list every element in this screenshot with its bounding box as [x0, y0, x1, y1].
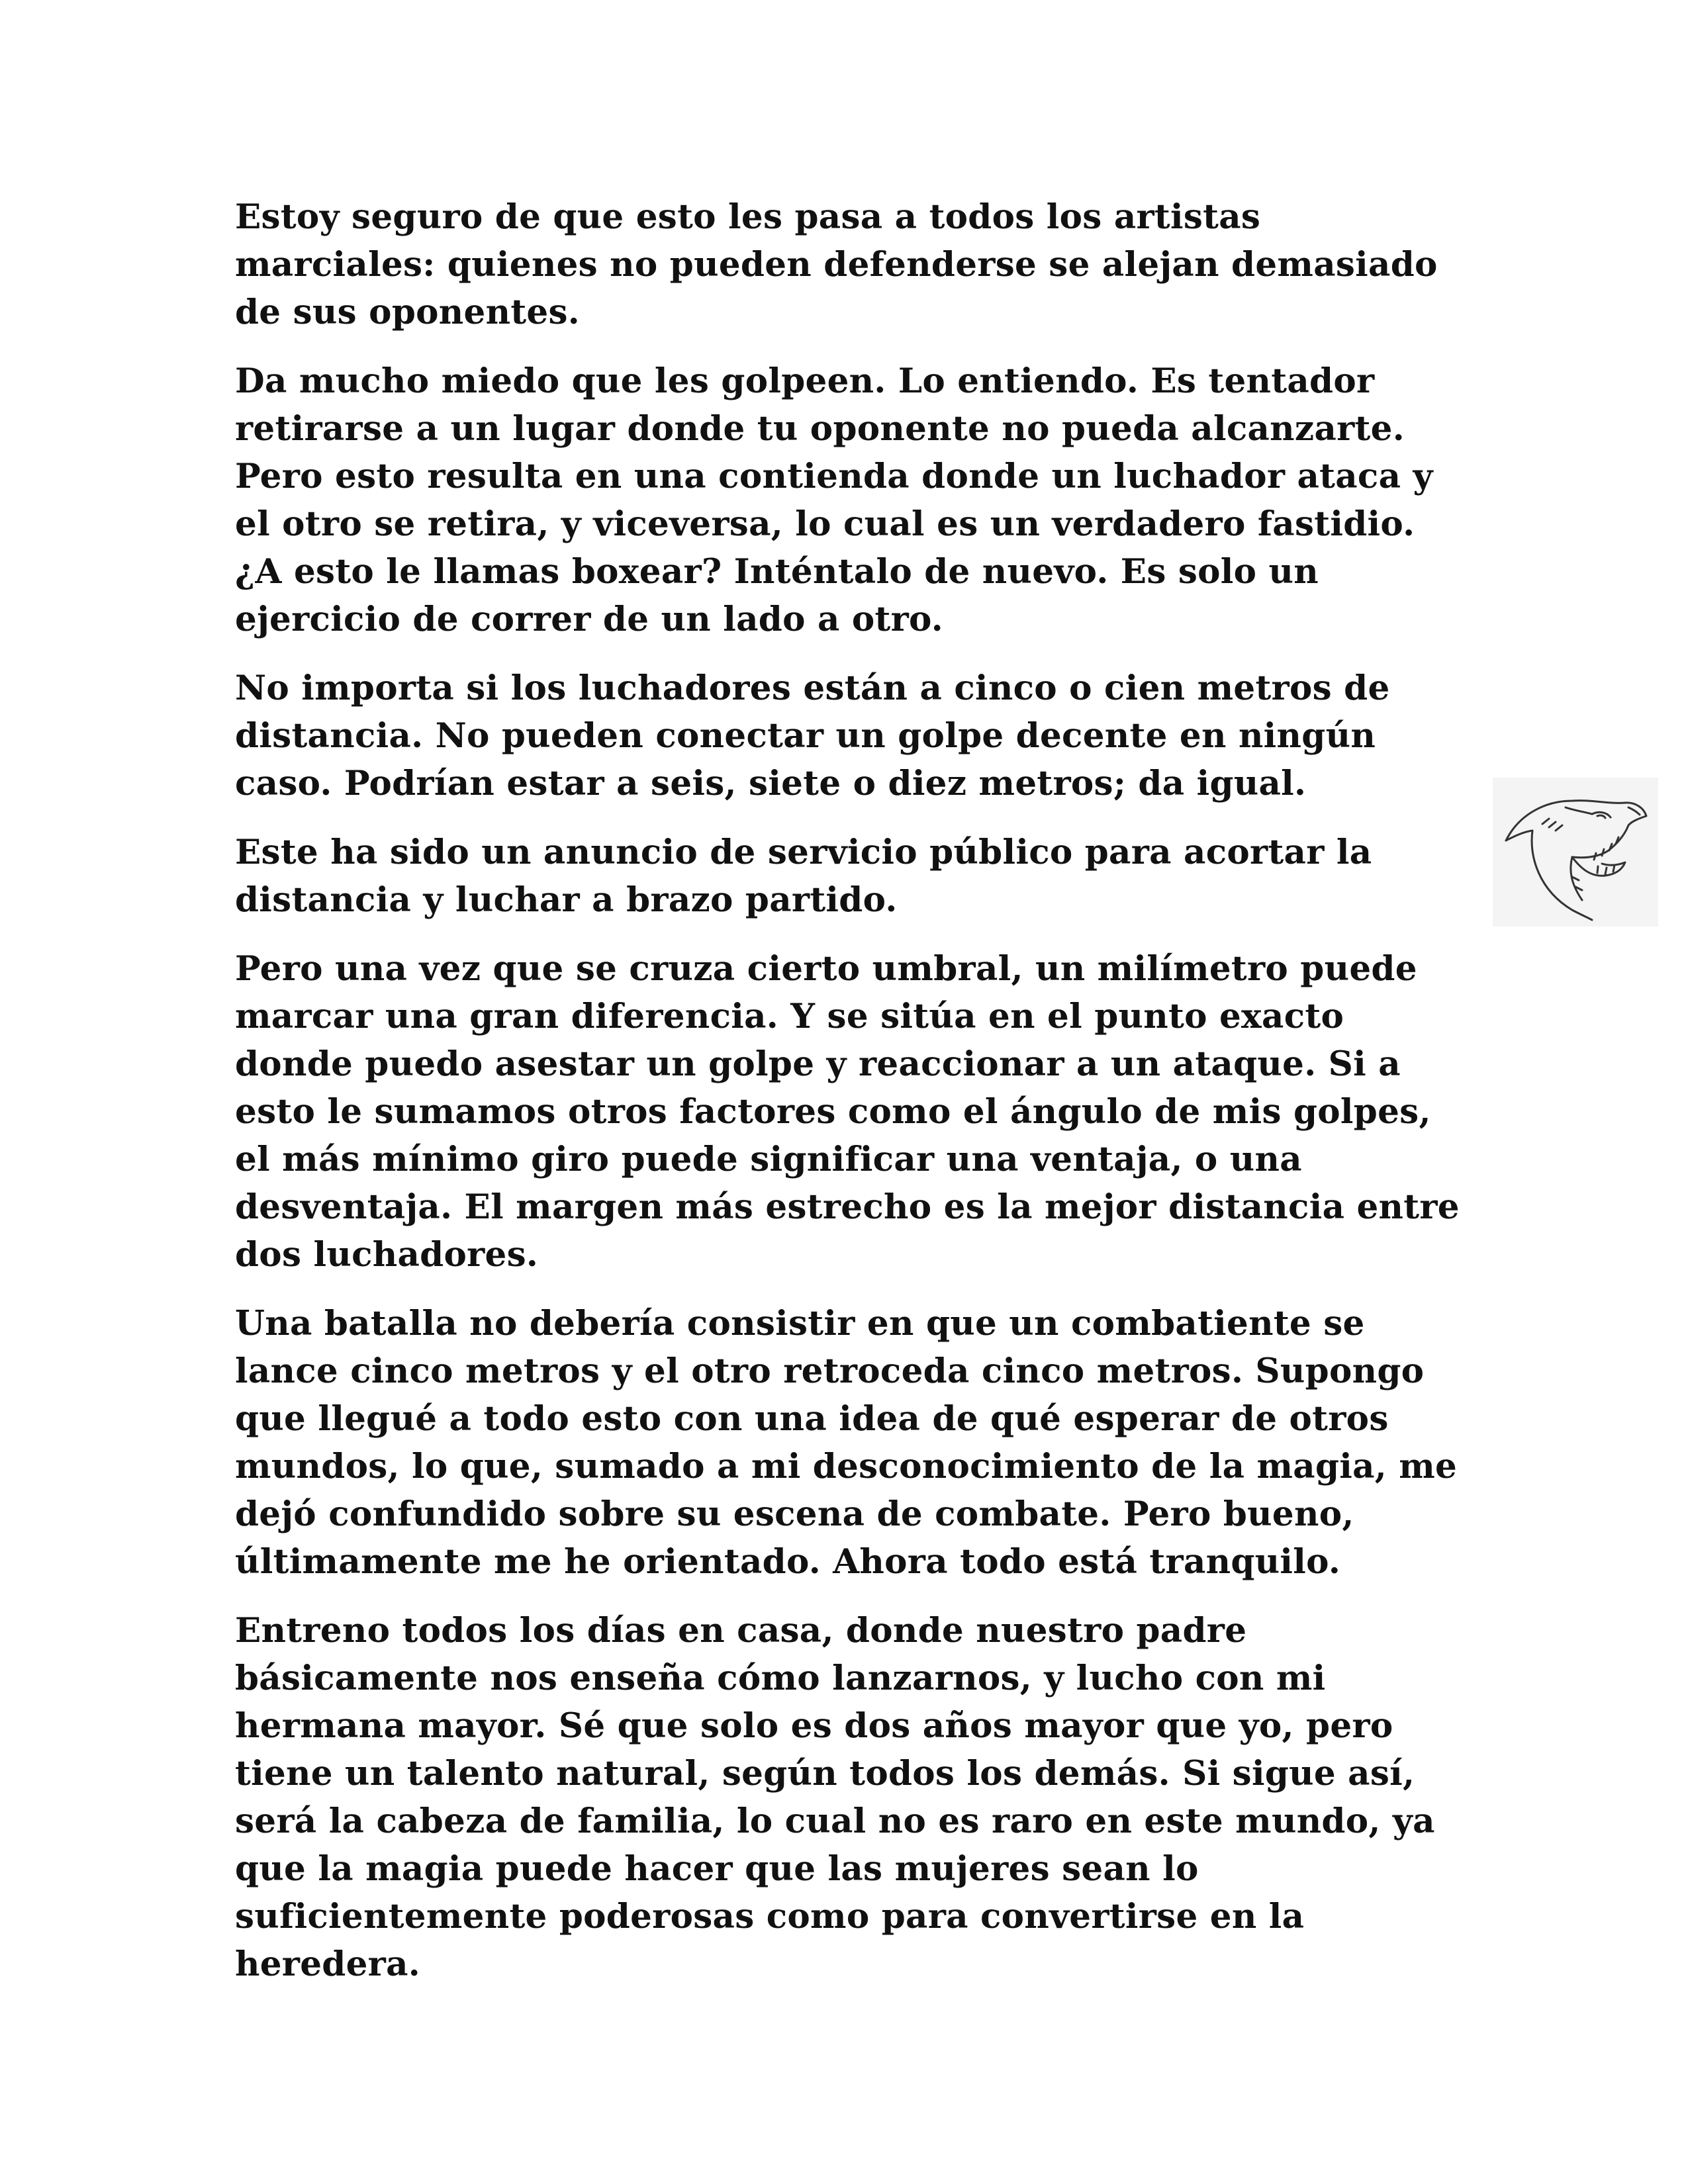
- paragraph-7: Entreno todos los días en casa, donde nuestro padre básicamente nos enseña cómo lanzarnos, y lucho con mi hermana mayor. Sé que solo es dos años mayor que yo, pero tiene un talento natural, según todos los demás. Si sigue así, será la cabeza de familia, lo cual no es raro en este mundo, ya que la magia puede hacer que las mujeres sean lo suficientemente poderosas como para convertirse en la heredera.: [235, 1611, 1435, 1984]
- paragraph-2: Da mucho miedo que les golpeen. Lo entiendo. Es tentador retirarse a un lugar donde tu oponente no pueda alcanzarte. Pero esto resulta en una contienda donde un luchador ataca y el otro se retira, y viceversa, lo cual es un verdadero fastidio. ¿A esto le llamas boxear? Inténtalo de nuevo. Es solo un ejercicio de correr de un lado a otro.: [235, 361, 1433, 639]
- body-text: [235, 193, 1460, 2009]
- paragraph-1: Estoy seguro de que esto les pasa a todos los artistas marciales: quienes no pueden defenderse se alejan demasiado de sus oponentes.: [235, 197, 1438, 332]
- dinosaur-sketch-icon: [1493, 778, 1658, 927]
- paragraph-3: No importa si los luchadores están a cinco o cien metros de distancia. No pueden conectar un golpe decente en ningún caso. Podrían estar a seis, siete o diez metros; da igual.: [235, 668, 1390, 803]
- paragraph-5: Pero una vez que se cruza cierto umbral, un milímetro puede marcar una gran diferencia. Y se sitúa en el punto exacto donde puedo asestar un golpe y reaccionar a un ataque. Si a esto le sumamos otros factores como el ángulo de mis golpes, el más mínimo giro puede significar una ventaja, o una desventaja. El margen más estrecho es la mejor distancia entre dos luchadores.: [235, 949, 1460, 1275]
- paragraph-4: Este ha sido un anuncio de servicio público para acortar la distancia y luchar a brazo partido.: [235, 833, 1372, 920]
- paragraph-6: Una batalla no debería consistir en que un combatiente se lance cinco metros y el otro retroceda cinco metros. Supongo que llegué a todo esto con una idea de qué esperar de otros mundos, lo que, sumado a mi desconocimiento de la magia, me dejó confundido sobre su escena de combate. Pero bueno, últimamente me he orientado. Ahora todo está tranquilo.: [235, 1304, 1458, 1582]
